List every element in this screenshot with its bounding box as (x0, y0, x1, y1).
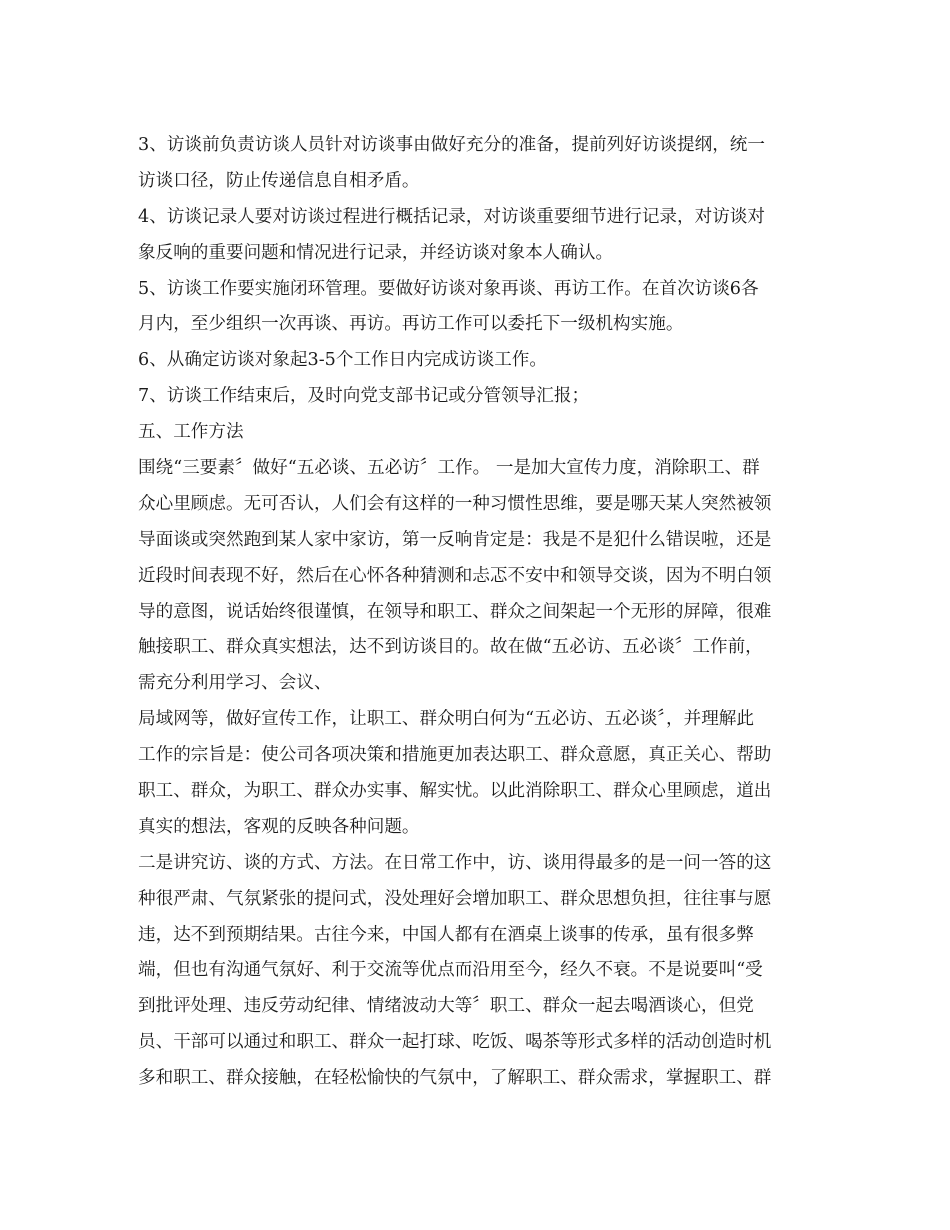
text-line: 7、访谈工作结束后，及时向党支部书记或分管领导汇报； (138, 386, 590, 407)
text-line: 众心里顾虑。无可否认，人们会有这样的一种习惯性思维，要是哪天某人突然被领 (138, 493, 772, 514)
text-line: 月内，至少组织一次再谈、再访。再访工作可以委托下一级机构实施。 (138, 314, 684, 335)
text-line: 触接职工、群众真实想法，达不到访谈目的。故在做“五必访、五必谈〞工作前， (138, 637, 763, 658)
text-line: 员、干部可以通过和职工、群众一起打球、吃饭、喝茶等形式多样的活动创造时机 (138, 1032, 772, 1053)
section-heading: 五、工作方法 (138, 422, 244, 443)
text-line: 4、访谈记录人要对访谈过程进行概括记录，对访谈重要细节进行记录，对访谈对 (138, 206, 765, 227)
text-line: 5、访谈工作要实施闭环管理。要做好访谈对象再谈、再访工作。在首次访谈6各 (138, 278, 759, 299)
text-line: 端，但也有沟通气氛好、利于交流等优点而沿用至今，经久不衰。不是说要叫“受 (138, 960, 763, 981)
text-line: 需充分利用学习、会议、 (138, 673, 332, 694)
text-line: 近段时间表现不好，然后在心怀各种猜测和忐忑不安中和领导交谈，因为不明白领 (138, 565, 772, 586)
text-line: 工作的宗旨是：使公司各项决策和措施更加表达职工、群众意愿，真正关心、帮助 (138, 745, 772, 766)
text-line: 6、从确定访谈对象起3-5个工作日内完成访谈工作。 (138, 350, 547, 371)
text-line: 导的意图，说话始终很谨慎，在领导和职工、群众之间架起一个无形的屏障，很难 (138, 601, 772, 622)
text-line: 违，达不到预期结果。古往今来，中国人都有在酒桌上谈事的传承，虽有很多弊 (138, 924, 754, 945)
text-line: 真实的想法，客观的反映各种问题。 (138, 816, 420, 837)
text-line: 职工、群众，为职工、群众办实事、解实忧。以此消除职工、群众心里顾虑，道出 (138, 781, 772, 802)
text-line: 象反响的重要问题和情况进行记录，并经访谈对象本人确认。 (138, 242, 614, 263)
text-line: 局域网等，做好宣传工作，让职工、群众明白何为“五必访、五必谈〞，并理解此 (138, 709, 754, 730)
text-line: 到批评处理、违反劳动纪律、情绪波动大等〞职工、群众一起去喝酒谈心，但党 (138, 996, 754, 1017)
text-line: 围绕“三要素〞做好“五必谈、五必访〞工作。 一是加大宣传力度，消除职工、群 (138, 458, 760, 479)
text-line: 种很严肃、气氛紧张的提问式，没处理好会增加职工、群众思想负担，往往事与愿 (138, 888, 772, 909)
text-line: 导面谈或突然跑到某人家中家访，第一反响肯定是：我是不是犯什么错误啦，还是 (138, 529, 772, 550)
text-line: 二是讲究访、谈的方式、方法。在日常工作中，访、谈用得最多的是一问一答的这 (138, 852, 772, 873)
document-body (138, 128, 818, 1097)
text-line: 3、访谈前负责访谈人员针对访谈事由做好充分的准备，提前列好访谈提纲，统一 (138, 135, 765, 155)
text-line: 多和职工、群众接触，在轻松愉快的气氛中，了解职工、群众需求，掌握职工、群 (138, 1068, 772, 1089)
text-line: 访谈口径，防止传递信息自相矛盾。 (138, 170, 420, 191)
